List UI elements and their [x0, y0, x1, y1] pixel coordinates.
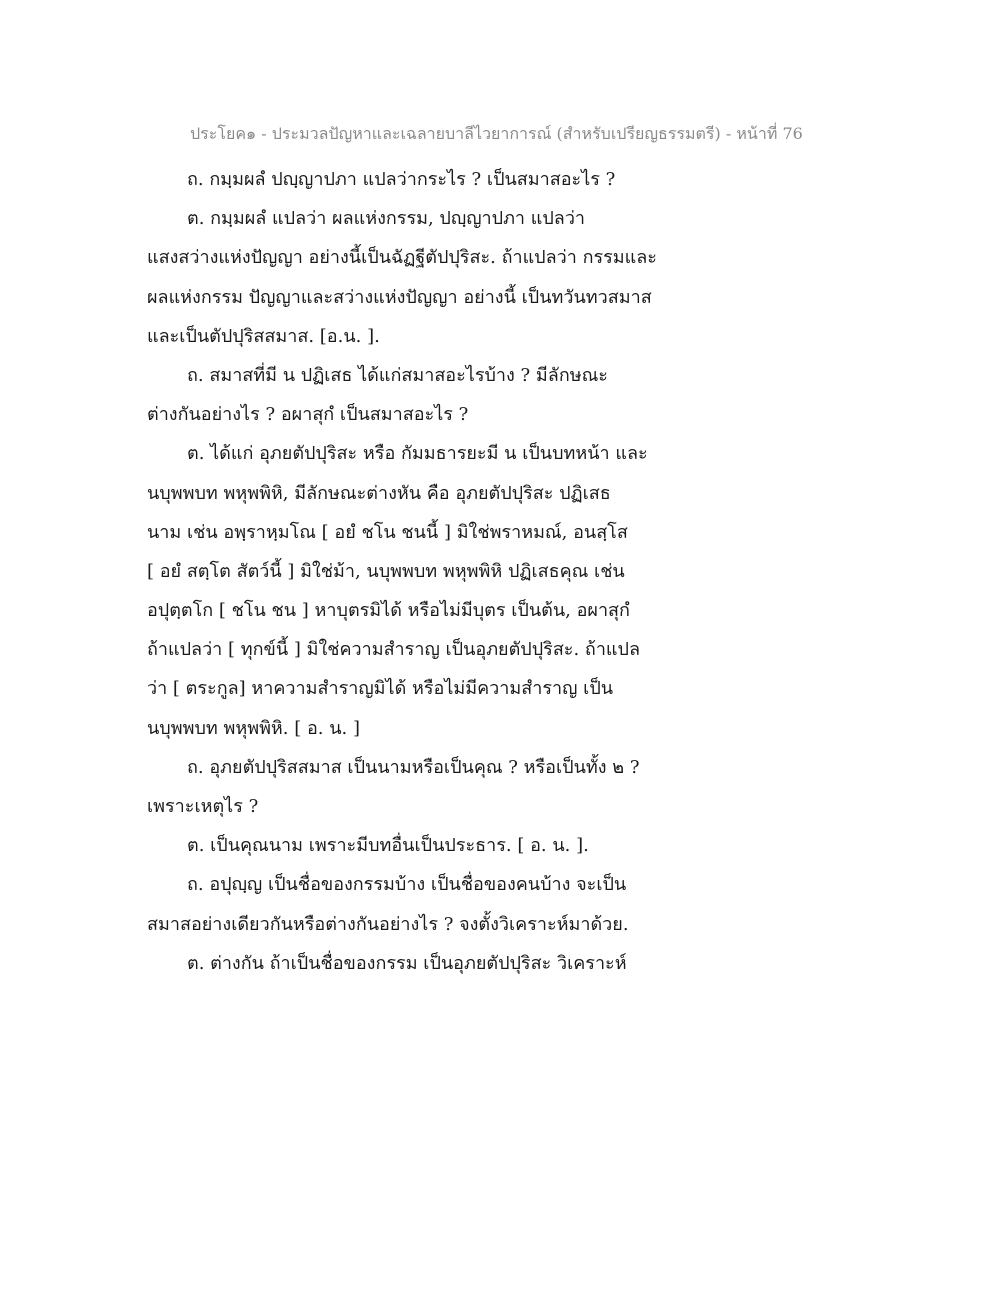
text-line: อปุตฺตโก [ ชโน ชน ] หาบุตรมิได้ หรือไม่มีบุตร เป็นต้น, อผาสุกํ: [147, 600, 630, 622]
text-line: ถ้าแปลว่า [ ทุกข์นี้ ] มิใช่ความสำราญ เป็นอุภยตัปปุริสะ. ถ้าแปล: [147, 639, 640, 661]
text-line: ต. ได้แก่ อุภยตัปปุริสะ หรือ กัมมธารยะมี น เป็นบทหน้า และ: [187, 443, 648, 465]
text-line: ต่างกันอย่างไร ? อผาสุกํ เป็นสมาสอะไร ?: [147, 404, 469, 426]
text-line: เพราะเหตุไร ?: [147, 796, 259, 817]
body-text: [147, 160, 707, 983]
running-header: ประโยค๑ - ประมวลปัญหาและเฉลายบาลีไวยาการณ์ (สำหรับเปรียญธรรมตรี) - หน้าที่ 76: [190, 124, 803, 143]
text-line: ถ. อุภยตัปปุริสสมาส เป็นนามหรือเป็นคุณ ? หรือเป็นทั้ง ๒ ?: [187, 756, 640, 778]
text-line: ต. เป็นคุณนาม เพราะมีบทอื่นเป็นประธาร. [ อ. น. ].: [187, 835, 589, 857]
text-line: สมาสอย่างเดียวกันหรือต่างกันอย่างไร ? จงตั้งวิเคราะห์มาด้วย.: [147, 913, 629, 935]
text-line: ถ. อปุญฺญ เป็นชื่อของกรรมบ้าง เป็นชื่อของคนบ้าง จะเป็น: [187, 874, 627, 896]
text-line: นาม เช่น อพฺราหฺมโณ [ อยํ ชโน ชนนี้ ] มิใช่พราหมณ์, อนสฺโส: [147, 521, 628, 543]
text-line: ว่า [ ตระกูล] หาความสำราญมิได้ หรือไม่มีความสำราญ เป็น: [147, 678, 614, 700]
text-line: ถ. สมาสที่มี น ปฏิเสธ ได้แก่สมาสอะไรบ้าง ? มีลักษณะ: [187, 364, 608, 386]
text-line: [ อยํ สตฺโต สัตว์นี้ ] มิใช่ม้า, นบุพพบท พหุพพิหิ ปฏิเสธคุณ เช่น: [147, 560, 625, 582]
text-line: ต. ต่างกัน ถ้าเป็นชื่อของกรรม เป็นอุภยตัปปุริสะ วิเคราะห์: [187, 952, 627, 974]
text-line: ผลแห่งกรรม ปัญญาและสว่างแห่งปัญญา อย่างนี้ เป็นทวันทวสมาส: [147, 286, 652, 308]
text-line: นบุพพบท พหุพพิหิ, มีลักษณะต่างหัน คือ อุภยตัปปุริสะ ปฏิเสธ: [147, 482, 611, 504]
text-line: แสงสว่างแห่งปัญญา อย่างนี้เป็นฉัฏฐีตัปปุริสะ. ถ้าแปลว่า กรรมและ: [147, 247, 657, 269]
text-line: ต. กมฺมผลํ แปลว่า ผลแห่งกรรม, ปญฺญาปภา แปลว่า: [187, 208, 586, 230]
text-line: และเป็นตัปปุริสสมาส. [อ.น. ].: [147, 325, 380, 347]
text-line: ถ. กมฺมผลํ ปญฺญาปภา แปลว่ากระไร ? เป็นสมาสอะไร ?: [187, 169, 616, 190]
text-line: นบุพพบท พหุพพิหิ. [ อ. น. ]: [147, 717, 361, 739]
